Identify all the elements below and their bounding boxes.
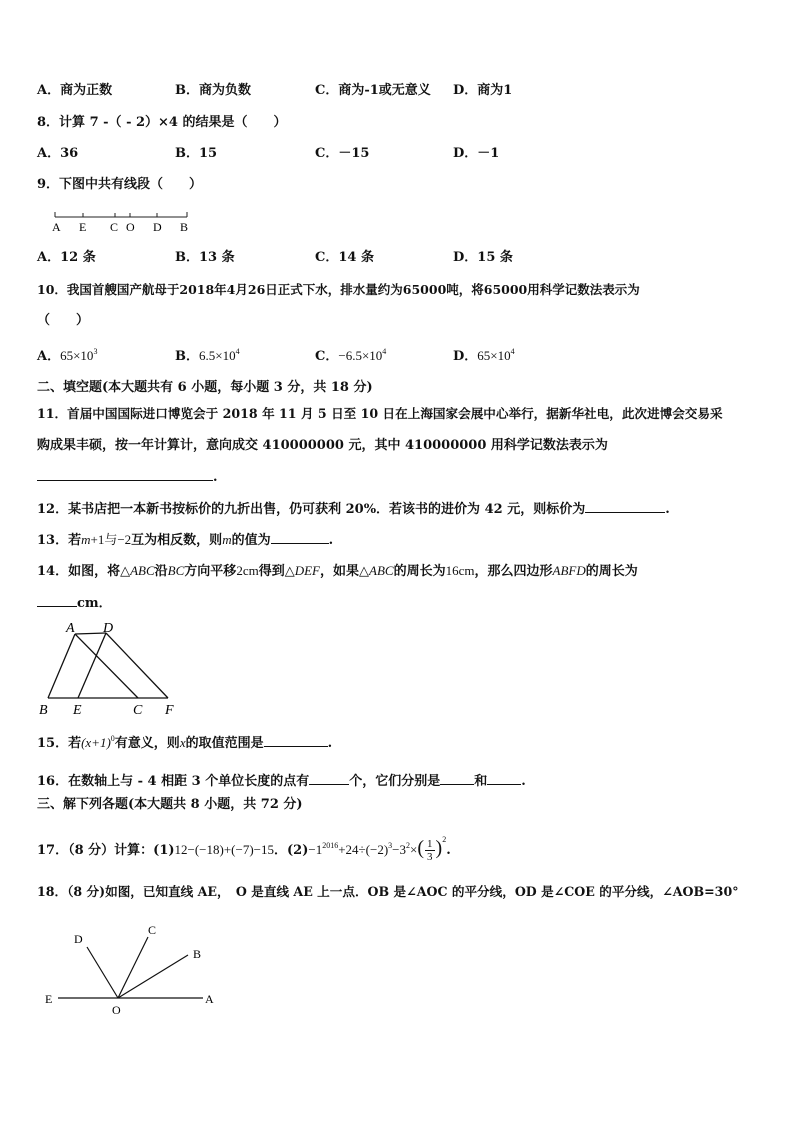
- q18-label-a: A: [205, 992, 214, 1006]
- q9-label-c: C: [110, 220, 119, 234]
- q12-text: 12．某书店把一本新书按标价的九折出售，仍可获利 20%．若该书的进价为 42 元，则标价为: [37, 502, 586, 517]
- q7-option-c[interactable]: C．商为-1或无意义: [315, 83, 431, 98]
- q15-text-2: 有意义，则: [114, 736, 180, 751]
- q11-answer-blank[interactable]: [37, 468, 213, 481]
- q13-answer-blank[interactable]: [271, 531, 329, 544]
- q18-label-c: C: [148, 923, 157, 937]
- q10-option-c-prefix: C．: [315, 349, 339, 364]
- q16-text-3: 和: [474, 774, 488, 789]
- q13-var-m-1: m: [81, 532, 91, 547]
- q15-line: [37, 734, 332, 752]
- q15-period: .: [327, 736, 333, 751]
- q14-unit: cm．: [77, 596, 112, 611]
- q14-text-8: 的周长为: [585, 564, 638, 579]
- q10-option-a-math: 65×10: [60, 348, 94, 363]
- q16-period: .: [521, 774, 526, 789]
- q13-var-m-2: m: [222, 532, 232, 547]
- q13-text-4: 互为相反数，则: [131, 533, 223, 548]
- q17-expr-2c: −3: [392, 842, 407, 857]
- q14-label-f: F: [165, 703, 174, 718]
- q10-option-b[interactable]: [175, 348, 240, 365]
- q18-label-o: O: [112, 1003, 121, 1017]
- q13-text-1: 13．若: [37, 533, 82, 548]
- q10-option-d-prefix: D．: [453, 349, 478, 364]
- q13-text-3: −2: [117, 532, 132, 547]
- q16-point-1-blank[interactable]: [440, 772, 474, 785]
- q17-frac-exp: 2: [442, 835, 447, 844]
- q12-answer-blank[interactable]: [585, 500, 665, 513]
- q7-option-b[interactable]: B．商为负数: [175, 83, 251, 98]
- q14-label-e: E: [73, 703, 82, 718]
- q12-period: .: [665, 502, 670, 517]
- q14-answer-blank[interactable]: [37, 594, 77, 607]
- q14-perimeter: 16cm: [445, 563, 475, 578]
- q17-times: ×: [410, 842, 418, 857]
- q15-text-3: 的取值范围是: [185, 736, 264, 751]
- section-3-heading: 三、解下列各题(本大题共 8 小题，共 72 分): [37, 797, 303, 812]
- q13-period: .: [328, 533, 334, 548]
- q15-text-1: 15．若: [37, 736, 82, 751]
- q13-text-2: +1与: [90, 532, 118, 547]
- q7-option-a[interactable]: A．商为正数: [37, 83, 113, 98]
- q10-option-a[interactable]: [37, 348, 97, 365]
- q14-line-2: [37, 594, 112, 612]
- q17-paren-close: ): [435, 837, 443, 859]
- q17-expr-2b: +24÷(−2): [338, 842, 389, 857]
- q18-label-d: D: [74, 932, 83, 946]
- q14-distance: 2cm: [236, 563, 259, 578]
- q9-option-a[interactable]: A．12 条: [37, 250, 96, 265]
- q12-line: [37, 500, 670, 518]
- q8-option-b[interactable]: B．15: [175, 146, 218, 161]
- q17-text-2: ．(2): [274, 843, 309, 858]
- q8-option-c[interactable]: C．－15: [315, 146, 370, 161]
- q17-text-1: 17．（8 分）计算：(1): [37, 843, 175, 858]
- q9-label-b: B: [180, 220, 189, 234]
- q10-option-b-prefix: B．: [175, 349, 199, 364]
- q15-exponent: 0: [110, 734, 115, 743]
- q8-stem: 8．计算 7 -（ - 2）×4 的结果是（ ）: [37, 115, 287, 130]
- section-2-heading: 二、填空题(本大题共有 6 小题，每小题 3 分，共 18 分): [37, 380, 373, 395]
- q16-text-2: 个，它们分别是: [349, 774, 441, 789]
- q11-period: .: [213, 470, 218, 485]
- q15-answer-blank[interactable]: [264, 734, 328, 747]
- q14-translation-figure: [34, 618, 184, 718]
- q14-text-2: 沿: [154, 564, 168, 579]
- q10-option-d[interactable]: [453, 348, 515, 365]
- q17-expr-1: 12−(−18)+(−7)−15: [174, 842, 274, 857]
- q18-label-e: E: [45, 992, 53, 1006]
- q17-line: [37, 835, 451, 863]
- q10-option-a-exp: 3: [93, 347, 98, 356]
- q10-option-d-math: 65×10: [477, 348, 511, 363]
- q9-label-o: O: [126, 220, 135, 234]
- q16-text-1: 16．在数轴上与 - 4 相距 3 个单位长度的点有: [37, 774, 310, 789]
- q14-label-b: B: [39, 703, 48, 718]
- q11-answer-line: [37, 468, 218, 486]
- q17-fraction-den: 3: [427, 851, 433, 863]
- q14-line-1: [37, 563, 638, 580]
- q11-line-2: 购成果丰硕，按一年计算计，意向成交 410000000 元，其中 410000000 用科学记数法表示为: [37, 438, 608, 453]
- q8-option-d[interactable]: D．－1: [453, 146, 500, 161]
- q14-tri-abc-1: △ABC: [120, 563, 155, 578]
- q9-label-e: E: [79, 220, 87, 234]
- q17-exp-2: 2: [406, 841, 411, 850]
- q17-exp-3: 3: [388, 841, 393, 850]
- q14-text-1: 14．如图，将: [37, 564, 121, 579]
- q17-exp-2016: 2016: [322, 841, 339, 850]
- q9-label-a: A: [52, 220, 61, 234]
- q10-option-c[interactable]: [315, 348, 386, 365]
- q17-fraction-num: 1: [427, 838, 433, 850]
- q14-label-c: C: [133, 703, 143, 718]
- q10-paren: （ ）: [37, 313, 90, 328]
- q13-text-5: 的值为: [231, 533, 271, 548]
- q17-paren-open: (: [417, 837, 425, 859]
- q9-label-d: D: [153, 220, 162, 234]
- q9-option-c[interactable]: C．14 条: [315, 250, 374, 265]
- q15-var-x: x: [179, 735, 186, 750]
- q18-angle-figure: [38, 920, 228, 1020]
- q10-option-b-math: 6.5×10: [199, 348, 236, 363]
- q17-period: .: [446, 843, 451, 858]
- q14-quad-abfd: ABFD: [552, 563, 586, 578]
- q7-option-d[interactable]: D．商为1: [453, 83, 513, 98]
- q16-point-2-blank[interactable]: [487, 772, 521, 785]
- q10-option-c-exp: 4: [382, 347, 387, 356]
- q14-tri-def: △DEF: [284, 563, 320, 578]
- q15-base: (x+1): [81, 735, 111, 750]
- q16-count-blank[interactable]: [309, 772, 349, 785]
- q14-text-4: 得到: [258, 564, 285, 579]
- q17-expr-2a: −1: [308, 842, 323, 857]
- q10-option-b-exp: 4: [235, 347, 240, 356]
- q14-label-a: A: [66, 621, 75, 636]
- q8-option-a[interactable]: A．36: [37, 146, 79, 161]
- q14-text-7: ，那么四边形: [474, 564, 553, 579]
- q9-stem: 9．下图中共有线段（ ）: [37, 177, 203, 192]
- q10-option-a-prefix: A．: [37, 349, 61, 364]
- q10-stem: 10．我国首艘国产航母于2018年4月26日正式下水，排水量约为65000吨，将65000用科学记数法表示为: [37, 282, 640, 297]
- q14-text-3: 方向平移: [184, 564, 237, 579]
- q14-text-5: ，如果: [320, 564, 360, 579]
- q18-label-b: B: [193, 947, 202, 961]
- q13-line: [37, 531, 333, 549]
- q9-segment-figure: [44, 208, 194, 238]
- q10-option-d-exp: 4: [510, 347, 515, 356]
- q14-text-6: 的周长为: [393, 564, 446, 579]
- q9-option-d[interactable]: D．15 条: [453, 250, 513, 265]
- q11-line-1: 11．首届中国国际进口博览会于 2018 年 11 月 5 日至 10 日在上海国家会展中心举行，据新华社电，此次进博会交易采: [37, 406, 723, 421]
- q16-line: [37, 772, 526, 790]
- q14-tri-abc-2: △ABC: [359, 563, 394, 578]
- q10-option-c-math: −6.5×10: [338, 348, 383, 363]
- q9-option-b[interactable]: B．13 条: [175, 250, 235, 265]
- q18-stem: 18．（8 分)如图，已知直线 AE， O 是直线 AE 上一点．OB 是∠AOC 的平分线，OD 是∠COE 的平分线，∠AOB=30°: [37, 884, 739, 899]
- q17-fraction: [425, 838, 435, 863]
- q14-label-d: D: [103, 621, 114, 636]
- q14-seg-bc: BC: [167, 563, 185, 578]
